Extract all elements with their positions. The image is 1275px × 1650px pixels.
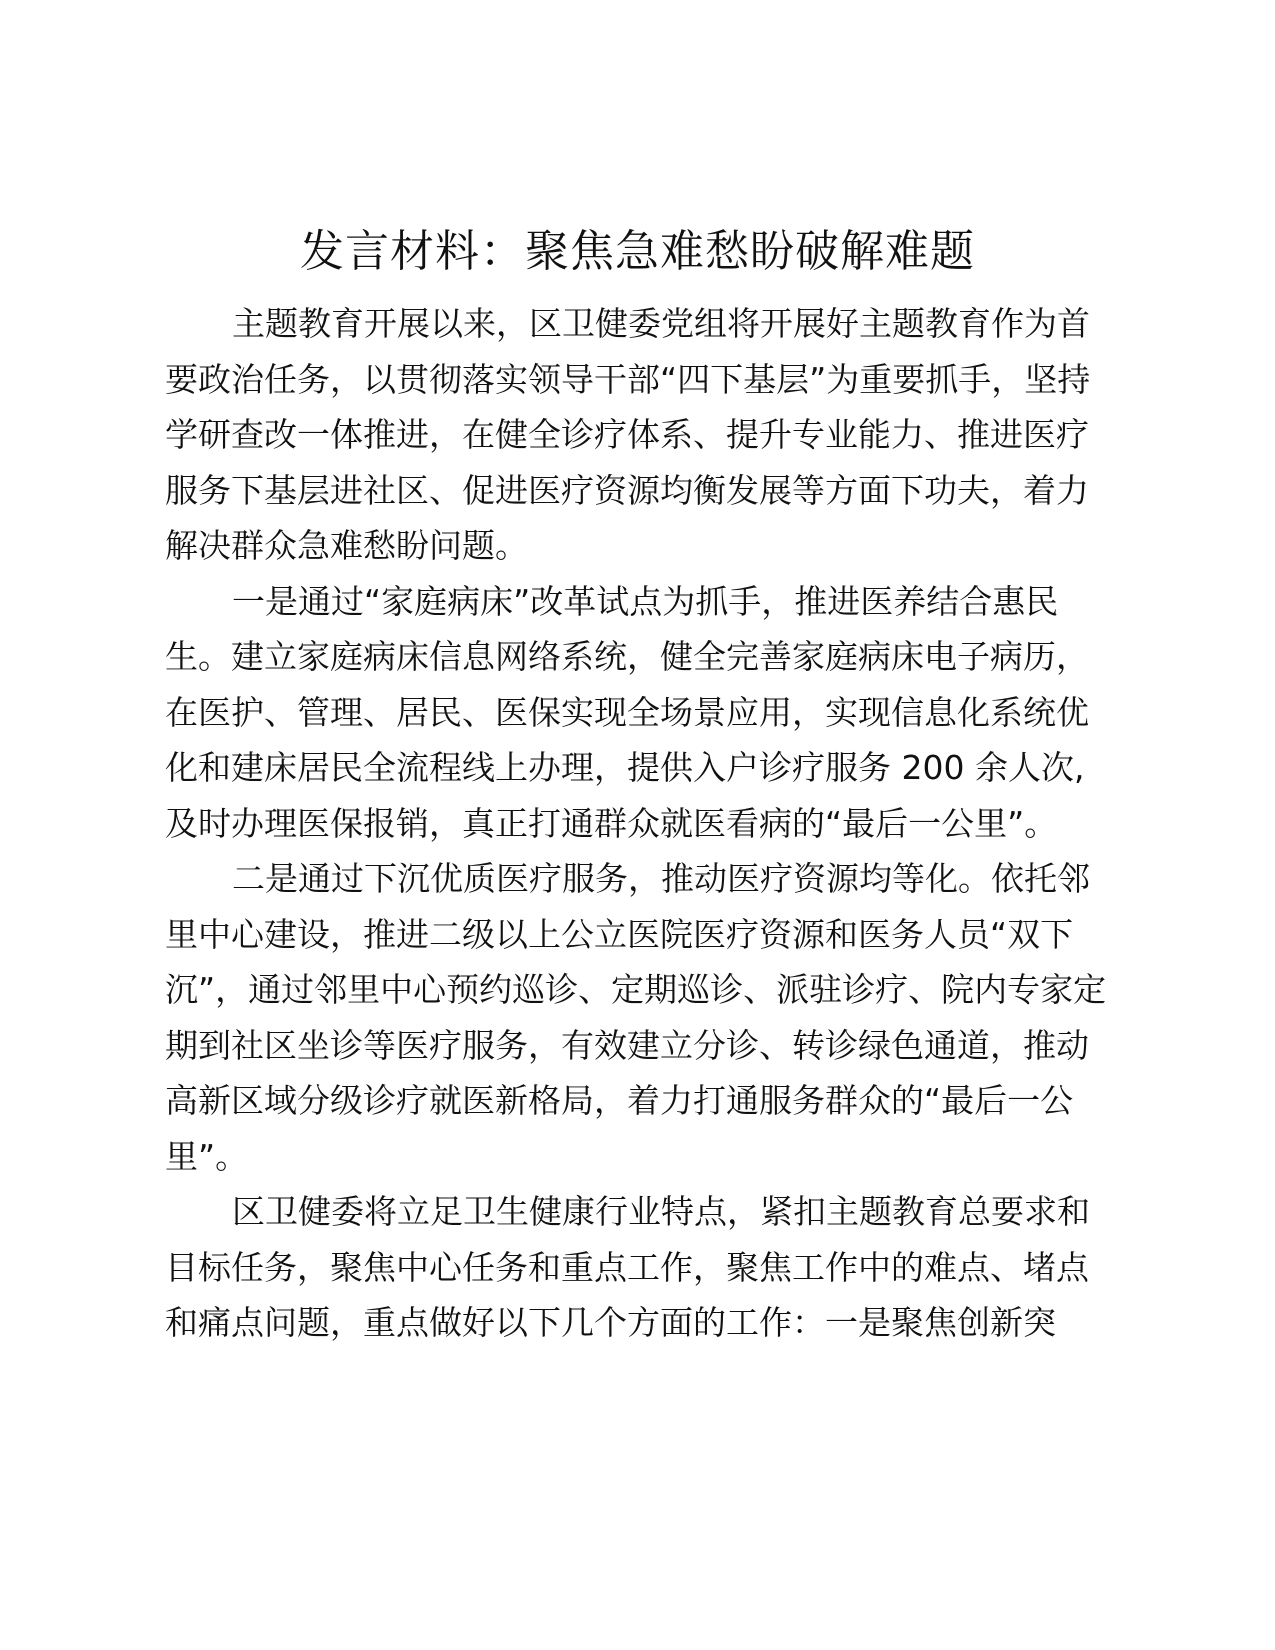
paragraph-2-line-3: 在医护、管理、居民、医保实现全场景应用，实现信息化系统优 (165, 693, 1089, 732)
paragraph-3-line-3: 沉”，通过邻里中心预约巡诊、定期巡诊、派驻诊疗、院内专家定 (165, 970, 1107, 1009)
paragraph-1-line-3: 学研查改一体推进，在健全诊疗体系、提升专业能力、推进医疗 (165, 415, 1089, 454)
paragraph-2-line-5: 及时办理医保报销，真正打通群众就医看病的“最后一公里”。 (165, 804, 1058, 843)
paragraph-2-line-1: 一是通过“家庭病床”改革试点为抓手，推进医养结合惠民 (232, 582, 1059, 621)
paragraph-2-line-4: 化和建床居民全流程线上办理，提供入户诊疗服务 200 余人次, (165, 748, 1085, 787)
paragraph-3-line-1: 二是通过下沉优质医疗服务，推动医疗资源均等化。依托邻 (232, 859, 1090, 898)
paragraph-3-line-4: 期到社区坐诊等医疗服务，有效建立分诊、转诊绿色通道，推动 (165, 1026, 1089, 1065)
paragraph-1-line-1: 主题教育开展以来，区卫健委党组将开展好主题教育作为首 (232, 304, 1090, 343)
paragraph-1-line-4: 服务下基层进社区、促进医疗资源均衡发展等方面下功夫，着力 (165, 471, 1089, 510)
paragraph-3-line-2: 里中心建设，推进二级以上公立医院医疗资源和医务人员“双下 (165, 915, 1074, 954)
paragraph-2-line-2: 生。建立家庭病床信息网络系统，健全完善家庭病床电子病历， (165, 637, 1089, 676)
paragraph-4-line-3: 和痛点问题，重点做好以下几个方面的工作：一是聚焦创新突 (165, 1303, 1056, 1342)
paragraph-4-line-2: 目标任务，聚焦中心任务和重点工作，聚焦工作中的难点、堵点 (165, 1248, 1089, 1287)
paragraph-1-line-2: 要政治任务，以贯彻落实领导干部“四下基层”为重要抓手，坚持 (165, 360, 1091, 399)
paragraph-3-line-6: 里”。 (165, 1137, 249, 1176)
paragraph-4-line-1: 区卫健委将立足卫生健康行业特点，紧扣主题教育总要求和 (232, 1192, 1090, 1231)
document-title: 发言材料：聚焦急难愁盼破解难题 (300, 226, 975, 277)
paragraph-1-line-5: 解决群众急难愁盼问题。 (165, 526, 528, 565)
paragraph-3-line-5: 高新区域分级诊疗就医新格局，着力打通服务群众的“最后一公 (165, 1081, 1074, 1120)
